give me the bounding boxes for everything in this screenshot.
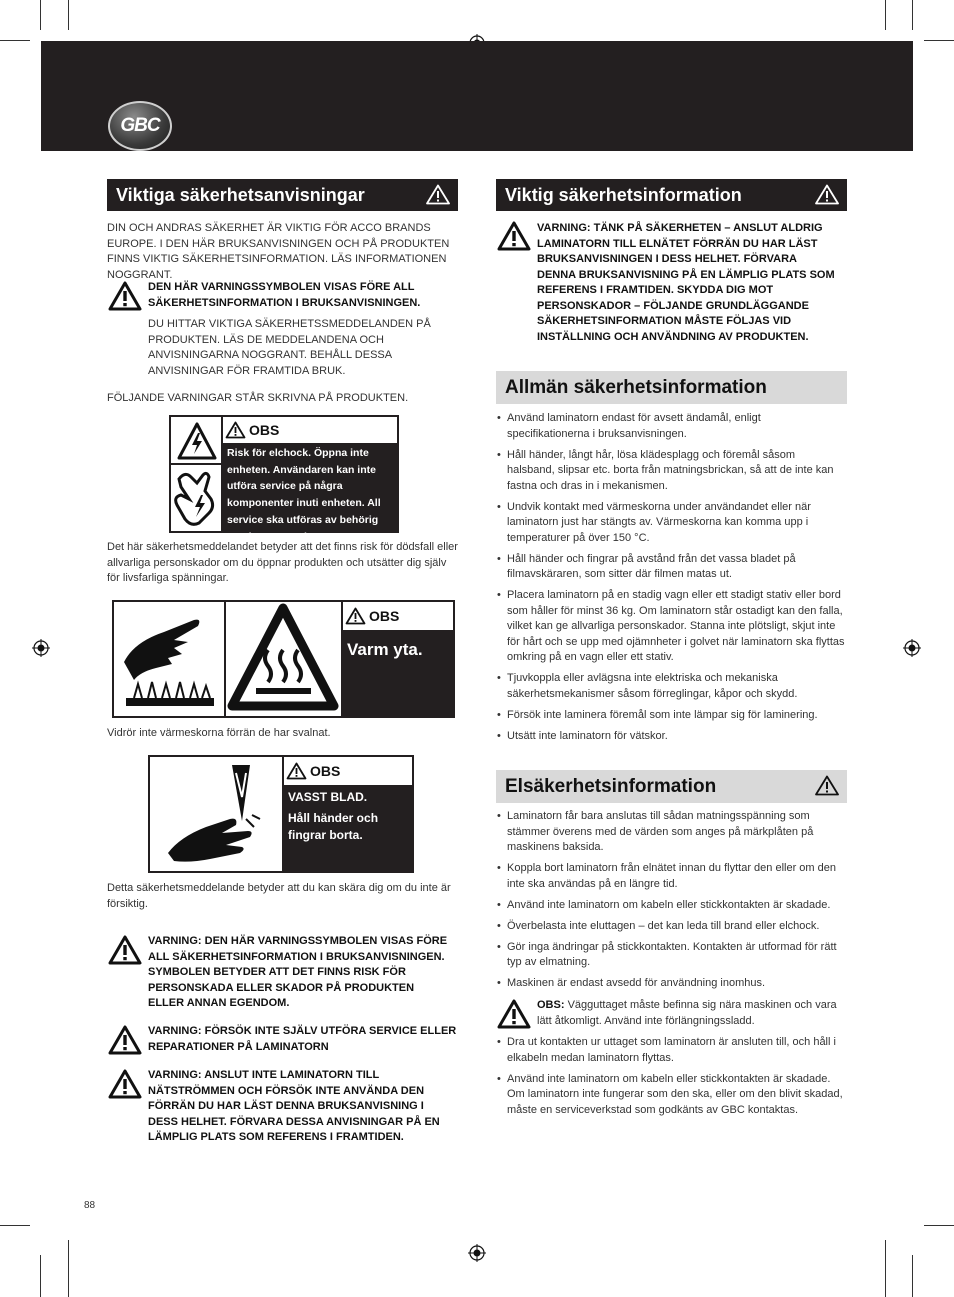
crop-mark bbox=[885, 0, 886, 30]
list-item: • Använd inte laminatorn om kabeln eller stickkontakten är skadade. bbox=[497, 898, 845, 914]
warning-triangle-icon bbox=[497, 999, 531, 1029]
list-item: • Undvik kontakt med värmeskorna under användandet eller när laminatorn just har stängts av. Värmeskorna kan komma upp i temperaturer på över 150 °C. bbox=[497, 500, 845, 547]
obs-sharp-blade-line2: Håll händer och fingrar borta. bbox=[288, 811, 379, 842]
hot-surface-pictogram bbox=[226, 602, 343, 716]
registration-mark-icon bbox=[468, 1244, 486, 1262]
crop-mark bbox=[912, 1255, 913, 1297]
section-title-text: Viktig säkerhetsinformation bbox=[505, 185, 742, 205]
obs1-description: Det här säkerhetsmeddelandet betyder att det finns risk för dödsfall eller allvarliga personskador om du öppnar produkten och utsätter dig själv för livsfarliga spänningar. bbox=[107, 541, 458, 584]
warning-triangle-icon bbox=[108, 1025, 142, 1055]
following-warnings-text: FÖLJANDE VARNINGAR STÅR SKRIVNA PÅ PRODUKTEN. bbox=[107, 392, 409, 404]
list-item: • Laminatorn får bara anslutas till sådan matningsspänning som stämmer överens med de värden som anges på märkplåten på maskinens baksida. bbox=[497, 809, 845, 856]
obs-label bbox=[345, 603, 451, 629]
obs-electric-shock-text: Risk för elchock. Öppna inte enheten. Användaren kan inte utföra service på några komponenter inuti enheten. All service ska utföras av behörig servicepersonal. bbox=[223, 443, 397, 531]
warning-triangle-icon bbox=[108, 1069, 142, 1099]
general-safety-list bbox=[497, 411, 845, 750]
obs-label bbox=[286, 758, 410, 784]
warning-triangle-icon bbox=[815, 184, 839, 205]
electric-shock-triangle-icon bbox=[176, 421, 218, 461]
obs-label bbox=[225, 418, 393, 442]
list-item: • Försök inte laminera föremål som inte lämpar sig för laminering. bbox=[497, 708, 845, 724]
section-title-important-instructions bbox=[107, 179, 458, 211]
list-item: • Utsätt inte laminatorn för vätskor. bbox=[497, 729, 845, 745]
registration-mark-icon bbox=[32, 639, 50, 657]
warning-triangle-icon bbox=[815, 775, 839, 796]
obs3-description: Detta säkerhetsmeddelande betyder att du kan skära dig om du inte är försiktig. bbox=[107, 882, 451, 910]
page-header-band bbox=[41, 41, 913, 151]
crop-mark bbox=[68, 1240, 69, 1297]
crop-mark bbox=[924, 40, 954, 41]
list-item: • Håll händer och fingrar på avstånd från det vassa bladet på filmavskäraren, som sitter där filmen matas ut. bbox=[497, 552, 845, 583]
hand-shock-pictogram bbox=[171, 463, 221, 531]
obs-hot-surface-text: Varm yta. bbox=[343, 630, 453, 716]
list-item: • Dra ut kontakten ur uttaget som laminatorn är ansluten till, och håll i elkabeln medan laminatorn flyttas. bbox=[497, 1035, 845, 1066]
list-item: • Koppla bort laminatorn från elnätet innan du flyttar den eller om den inte ska användas på en längre tid. bbox=[497, 861, 845, 892]
gbc-logo: GBC bbox=[108, 101, 172, 151]
section-title-safety-info bbox=[496, 179, 847, 211]
crop-mark bbox=[0, 40, 30, 41]
blade-pictogram bbox=[150, 757, 284, 871]
section-title-general-safety: Allmän säkerhetsinformation bbox=[496, 371, 847, 404]
crop-mark bbox=[885, 1240, 886, 1297]
warning-symbol-text: DU HITTAR VIKTIGA SÄKERHETSSMEDDELANDEN PÅ PRODUKTEN. LÄS DE MEDDELANDENA OCH ANVISNINGARNA NOGGRANT. BEHÅLL DESSA ANVISNINGAR FÖR FRAMTIDA BRUK. bbox=[148, 318, 431, 377]
left-warning-1: VARNING: DEN HÄR VARNINGSSYMBOLEN VISAS FÖRE ALL SÄKERHETSINFORMATION I BRUKSANVISNINGEN. SYMBOLEN BETYDER ATT DET FINNS RISK FÖR PERSONSKADA ELLER SKADOR PÅ PRODUKTEN ELLER ANNAN EGENDOM. bbox=[148, 935, 448, 1009]
crop-mark bbox=[40, 1255, 41, 1297]
blade-hand-icon bbox=[150, 757, 282, 871]
list-item: • Placera laminatorn på en stadig vagn eller ett stadigt stativ eller bord som håller för minst 36 kg. Om laminatorn står ostadigt kan den falla, vilket kan ge allvarliga personskador. Stanna inte plötsligt, skjut inte för hårt och se upp med ojämnheter i golvet när laminatorn ska flyttas omkring på en vagn eller ett stativ. bbox=[497, 588, 845, 666]
list-item: • Överbelasta inte eluttagen – det kan leda till brand eller elchock. bbox=[497, 919, 845, 935]
list-item: • Använd inte laminatorn om kabeln eller stickkontakten är skadade. Om laminatorn inte fungerar som den ska, eller om den blivit skadad, måste en serviceverkstad som godkänts av GBC kontaktas. bbox=[497, 1072, 845, 1119]
obs-label-text: OBS bbox=[310, 763, 341, 779]
obs-box-hot-surface bbox=[112, 600, 455, 718]
warning-triangle-icon bbox=[108, 281, 142, 311]
crop-mark bbox=[912, 0, 913, 30]
electrical-safety-list-b bbox=[497, 1035, 845, 1124]
section-title-electrical-safety bbox=[496, 770, 847, 803]
obs-box-sharp-blade bbox=[148, 755, 414, 873]
list-item: • Håll händer, långt hår, lösa klädesplagg och föremål såsom halsband, slipsar etc. borta från matningsbrickan, så att de inte kan fastna och dras in i mekanismen. bbox=[497, 448, 845, 495]
warning-triangle-icon bbox=[225, 421, 246, 439]
crop-mark bbox=[0, 1225, 30, 1226]
list-item: • Tjuvkoppla eller avlägsna inte elektriska och mekaniska säkerhetsmekanismer såsom förreglingar, kåpor och skydd. bbox=[497, 671, 845, 702]
electrical-safety-list-a bbox=[497, 809, 845, 997]
section-title-text: Elsäkerhetsinformation bbox=[505, 776, 717, 797]
warning-triangle-icon bbox=[426, 184, 450, 205]
obs-label-text: OBS bbox=[249, 422, 280, 438]
list-item: • Maskinen är endast avsedd för användning inomhus. bbox=[497, 976, 845, 992]
obs-label-text: OBS bbox=[369, 608, 400, 624]
crop-mark bbox=[924, 1225, 954, 1226]
obs-note bbox=[537, 998, 839, 1029]
obs-sharp-blade-line1: VASST BLAD. bbox=[288, 790, 368, 804]
list-item: • Använd laminatorn endast för avsett ändamål, enligt specifikationerna i bruksanvisningen. bbox=[497, 411, 845, 442]
left-warning-2: VARNING: FÖRSÖK INTE SJÄLV UTFÖRA SERVICE ELLER REPARATIONER PÅ LAMINATORN bbox=[148, 1025, 457, 1053]
warning-symbol-title: DEN HÄR VARNINGSSYMBOLEN VISAS FÖRE ALL SÄKERHETSINFORMATION I BRUKSANVISNINGEN. bbox=[148, 281, 421, 309]
obs-pictograms bbox=[171, 417, 223, 531]
hand-hot-surface-icon bbox=[114, 602, 224, 716]
registration-mark-icon bbox=[903, 639, 921, 657]
obs2-description: Vidrör inte värmeskorna förrän de har svalnat. bbox=[107, 727, 331, 739]
right-main-warning: VARNING: TÄNK PÅ SÄKERHETEN – ANSLUT ALDRIG LAMINATORN TILL ELNÄTET FÖRRÄN DU HAR LÄST BRUKSANVISNINGEN I DESS HELHET. FÖRVARA DENNA BRUKSANVISNING PÅ EN LÄMPLIG PLATS SOM REFERENS I FRAMTIDEN. SKYDDA DIG MOT PERSONSKADOR – FÖLJANDE GRUNDLÄGGANDE SÄKERHETSINFORMATION MÅSTE FÖLJAS VID INSTÄLLNING OCH ANVÄNDNING AV PRODUKTEN. bbox=[537, 222, 835, 343]
left-warning-3: VARNING: ANSLUT INTE LAMINATORN TILL NÄTSTRÖMMEN OCH FÖRSÖK INTE ANVÄNDA DEN FÖRRÄN DU HAR LÄST DENNA BRUKSANVISNING I DESS HELHET. FÖRVARA DESSA ANVISNINGAR PÅ EN LÄMPLIG PLATS SOM REFERENS I FRAMTIDEN. bbox=[148, 1069, 440, 1143]
crop-mark bbox=[40, 0, 41, 30]
hand-shock-icon bbox=[171, 465, 221, 531]
section-title-text: Viktiga säkerhetsanvisningar bbox=[116, 185, 365, 205]
warning-triangle-icon bbox=[497, 221, 531, 251]
hand-heat-pictogram bbox=[114, 602, 226, 716]
warning-triangle-icon bbox=[286, 762, 307, 780]
hot-surface-triangle-icon bbox=[226, 602, 341, 716]
warning-triangle-icon bbox=[108, 935, 142, 965]
warning-triangle-icon bbox=[345, 607, 366, 625]
obs-note-text: Vägguttaget måste befinna sig nära maskinen och vara lätt åtkomligt. Använd inte förlängningssladd. bbox=[537, 999, 837, 1027]
list-item: • Gör inga ändringar på stickkontakten. Kontakten är utformad för rätt typ av elmatning. bbox=[497, 940, 845, 971]
obs-note-label: OBS: bbox=[537, 999, 565, 1011]
intro-text: DIN OCH ANDRAS SÄKERHET ÄR VIKTIG FÖR ACCO BRANDS EUROPE. I DEN HÄR BRUKSANVISNINGEN OCH PÅ PRODUKTEN FINNS VIKTIG SÄKERHETSINFORMATION. LÄS INFORMATIONEN NOGGRANT. bbox=[107, 222, 450, 281]
obs-box-electric-shock bbox=[169, 415, 399, 543]
crop-mark bbox=[68, 0, 69, 30]
obs-sharp-blade-text bbox=[284, 785, 412, 871]
page-number: 88 bbox=[84, 1200, 96, 1211]
